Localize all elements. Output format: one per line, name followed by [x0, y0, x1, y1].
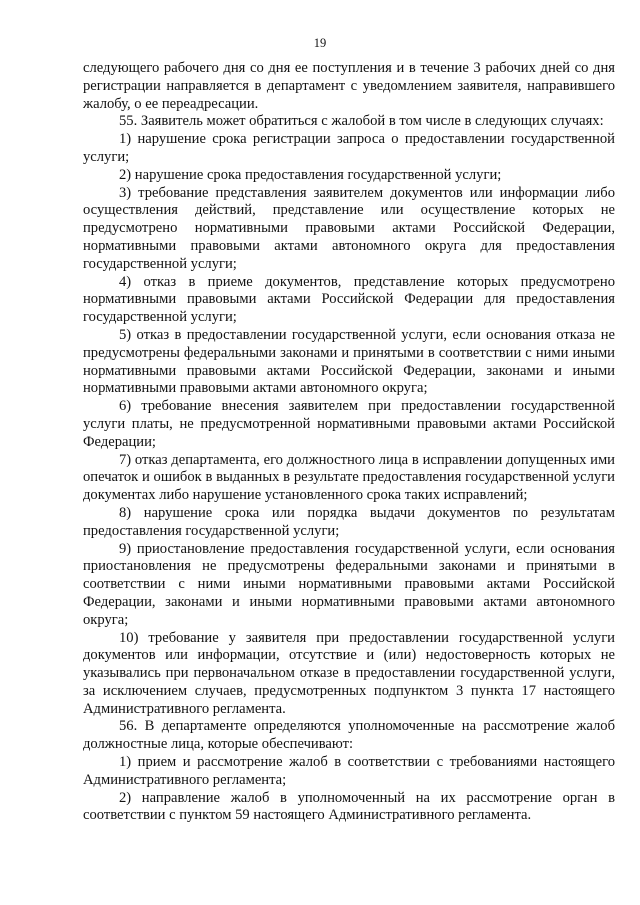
list-item-55-7: 7) отказ департамента, его должностного лица в исправлении допущенных ими опечаток и ошибок в выданных в результате предоставления государственной услуги документах либо нарушение установленного срока таких исправлений; — [83, 451, 615, 504]
list-item-55-4: 4) отказ в приеме документов, представление которых предусмотрено нормативными правовыми актами Российской Федерации для предоставления государственной услуги; — [83, 273, 615, 326]
list-item-56-1: 1) прием и рассмотрение жалоб в соответствии с требованиями настоящего Административного регламента; — [83, 754, 615, 788]
list-item-55-6: 6) требование внесения заявителем при предоставлении государственной услуги платы, не предусмотренной нормативными правовыми актами Российской Федерации; — [83, 398, 615, 450]
list-item-56-2: 2) направление жалоб в уполномоченный на их рассмотрение орган в соответствии с пунктом 59 настоящего Административного регламента. — [83, 789, 615, 824]
list-item-55-3: 3) требование представления заявителем документов или информации либо осуществления действий, представление или осуществление которых не предусмотрено нормативными правовыми актами Российской Федерации, нормативными правовыми актами автономного округа для предоставления государственной услуги; — [83, 184, 615, 272]
paragraph-continuation: следующего рабочего дня со дня ее поступления и в течение 3 рабочих дней со дня регистрации направляется в департамент с уведомлением заявителя, направившего жалобу, о ее переадресации. — [83, 60, 615, 112]
list-item-55-8: 8) нарушение срока или порядка выдачи документов по результатам предоставления государственной услуги; — [83, 504, 615, 539]
document-body — [83, 60, 615, 825]
paragraph-item-55: 55. Заявитель может обратиться с жалобой в том числе в следующих случаях: — [119, 113, 604, 130]
list-item-55-2: 2) нарушение срока предоставления государственной услуги; — [119, 166, 502, 183]
list-item-55-5: 5) отказ в предоставлении государственной услуги, если основания отказа не предусмотрены федеральными законами и принятыми в соответствии с ними иными нормативными правовыми актами Российской Федерации, законами и иными нормативными правовыми актами автономного округа; — [83, 326, 615, 397]
list-item-55-10: 10) требование у заявителя при предоставлении государственной услуги документов или информации, отсутствие и (или) недостоверность которых не указывались при первоначальном отказе в предоставлении государственной услуги, за исключением случаев, предусмотренных подпунктом 3 пункта 17 настоящего Административного регламента. — [83, 629, 615, 717]
list-item-55-1: 1) нарушение срока регистрации запроса о предоставлении государственной услуги; — [83, 131, 615, 165]
paragraph-item-56: 56. В департаменте определяются уполномоченные на рассмотрение жалоб должностные лица, которые обеспечивают: — [83, 718, 615, 753]
page-number: 19 — [313, 36, 327, 50]
list-item-55-9: 9) приостановление предоставления государственной услуги, если основания приостановления не предусмотрены федеральными законами и принятыми в соответствии с ними иными нормативными правовыми актами Российской Федерации, законами и иными нормативными правовыми актами автономного округа; — [83, 540, 615, 628]
